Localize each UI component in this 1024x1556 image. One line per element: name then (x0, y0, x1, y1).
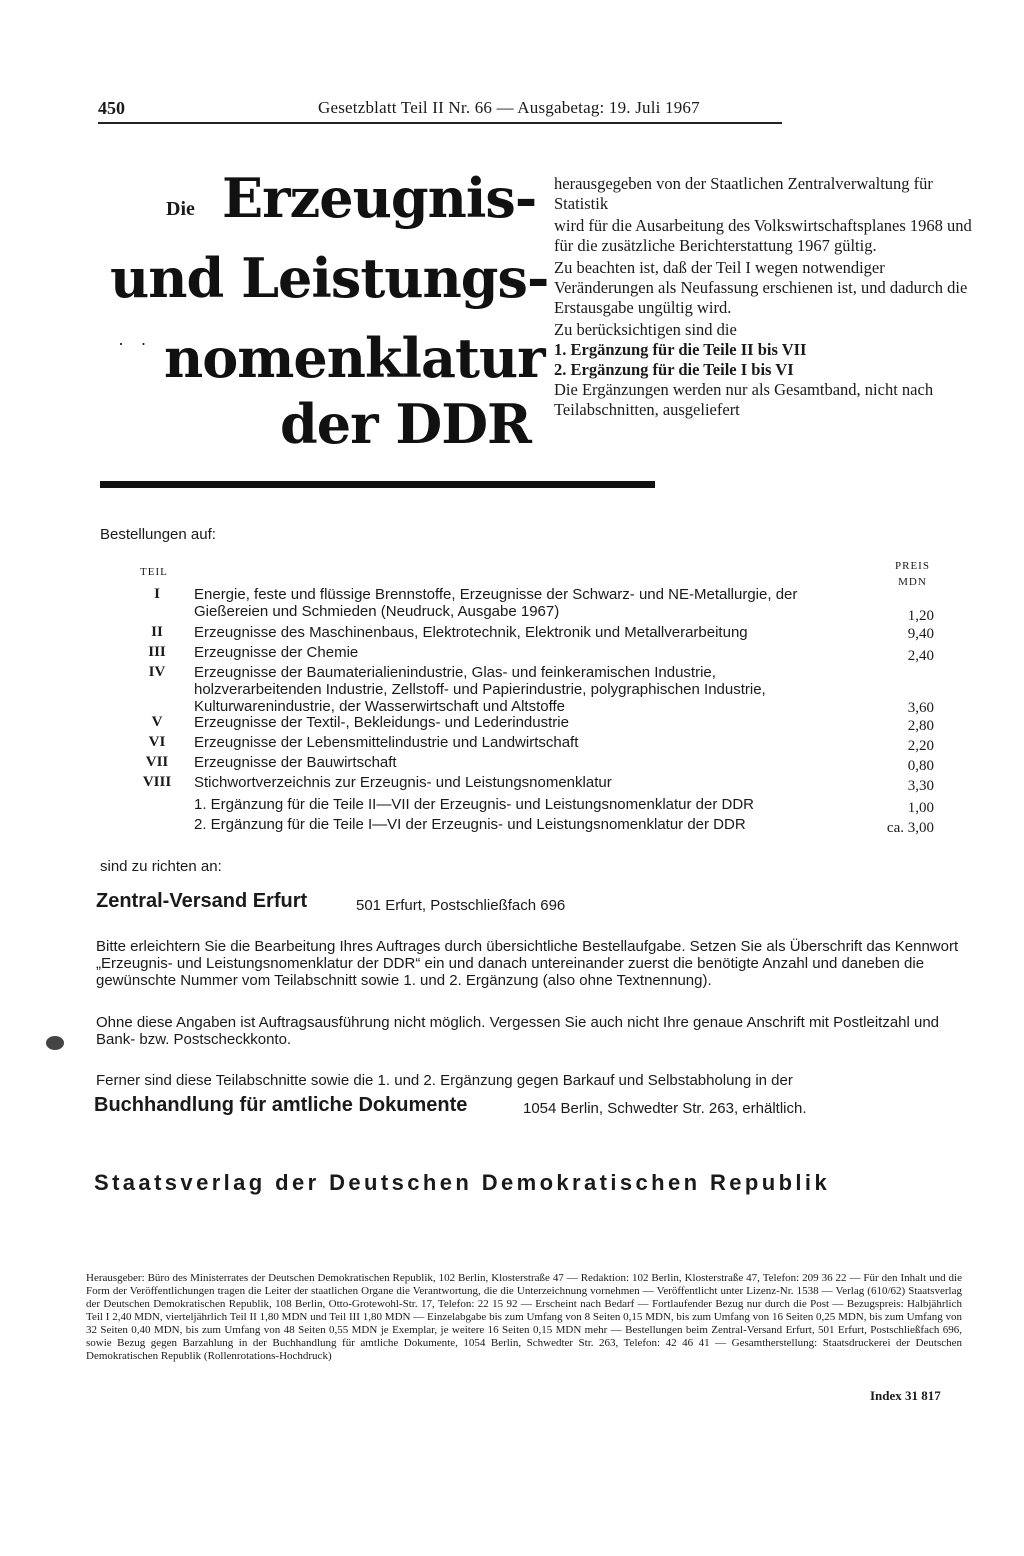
order-price: 3,60 (907, 700, 934, 716)
order-description: Erzeugnisse der Baumaterialienindustrie, Glas- und feinkeramischen Industrie, holzverarbeitenden Industrie, Zellstoff- und Papierindustrie, polygraphischen Industrie, Kulturwarenindustrie, der Wasserwirtschaft und Altstoffe (194, 664, 766, 715)
order-description: 1. Ergänzung für die Teile II—VII der Erzeugnis- und Leistungsnomenklatur der DDR (194, 796, 755, 813)
order-price: 2,40 (907, 648, 934, 664)
order-description: 2. Ergänzung für die Teile I—VI der Erzeugnis- und Leistungsnomenklatur der DDR (194, 816, 746, 833)
order-price: 2,20 (907, 738, 934, 754)
imprint-text: Herausgeber: Büro des Ministerrates der Deutschen Demokratischen Republik, 102 Berlin, Klosterstraße 47 — Redaktion: 102 Berlin, Klosterstraße 47, Telefon: 209 36 22 — Für den Inhalt und die Form der Veröffentlichungen tragen die Leiter der staatlichen Organe die Verantwortung, die die Unterzeichnung vornehmen — Veröffentlicht unter Lizenz-Nr. 1538 — Verlag (610/62) Staatsverlag der Deutschen Demokratischen Republik, 108 Berlin, Otto-Grotewohl-Str. 17, Telefon: 22 15 92 — Erscheint nach Bedarf — Fortlaufender Bezug nur durch die Post — Bezugspreis: Halbjährlich Teil I 2,40 MDN, vierteljährlich Teil II 1,80 MDN und Teil III 1,80 MDN — Einzelabgabe bis zum Umfang von 8 Seiten 0,15 MDN, bis zum Umfang von 16 Seiten 0,25 MDN, bis zum Umfang von 32 Seiten 0,40 MDN, bis zum Umfang von 48 Seiten 0,55 MDN je Exemplar, je weitere 16 Seiten 0,15 MDN mehr — Bestellungen beim Zentral-Versand Erfurt, 501 Erfurt, Postschließfach 696, sowie Bezug gegen Barzahlung in der Buchhandlung für amtliche Dokumente, 1054 Berlin, Schwedter Str. 263, Telefon: 42 46 41 — Gesamtherstellung: Staatsdruckerei der Deutschen Demokratischen Republik (Rollenrotations-Hochdruck) (86, 1272, 962, 1362)
publisher-name: Staatsverlag der Deutschen Demokratischen Republik (94, 1170, 831, 1195)
bookshop-name: Buchhandlung für amtliche Dokumente (94, 1094, 468, 1116)
order-price: 3,30 (907, 778, 934, 794)
order-price: 1,00 (907, 800, 934, 816)
order-teil: VIII (142, 774, 172, 790)
order-price: 2,80 (907, 718, 934, 734)
instructions-paragraph-2: Ohne diese Angaben ist Auftragsausführung nicht möglich. Vergessen Sie auch nicht Ihre genaue Anschrift mit Postleitzahl und Bank- bzw. Postscheckkonto. (96, 1014, 940, 1048)
order-teil: IV (148, 664, 166, 680)
order-teil: V (151, 714, 163, 730)
instructions-paragraph-1: Bitte erleichtern Sie die Bearbeitung Ihres Auftrages durch übersichtliche Bestellaufgabe. Setzen Sie als Überschrift das Kennwort „Erzeugnis- und Leistungsnomenklatur der DDR“ ein und danach untereinander zuerst die benötigte Anzahl und daneben die gewünschte Nummer vom Teilabschnitt sowie 1. und 2. Ergänzung (also ohne Textnennung). (96, 938, 959, 989)
order-description: Erzeugnisse der Chemie (194, 644, 359, 661)
section-divider (100, 481, 655, 488)
zentral-versand-address: 501 Erfurt, Postschließfach 696 (356, 897, 566, 914)
order-description: Erzeugnisse des Maschinenbaus, Elektrotechnik, Elektronik und Metallverarbeitung (194, 624, 748, 641)
intro-delivery-note: Die Ergänzungen werden nur als Gesamtband, nicht nach Teilabschnitten, ausgeliefert (554, 380, 934, 419)
column-teil: TEIL (140, 566, 168, 578)
order-teil: II (151, 624, 163, 640)
intro-column (554, 174, 972, 422)
order-price: 1,20 (907, 608, 934, 624)
intro-validity: wird für die Ausarbeitung des Volkswirtschaftsplanes 1968 und für die zusätzliche Berichterstattung 1967 gültig. (554, 216, 972, 255)
column-preis (895, 558, 930, 590)
order-teil: VI (148, 734, 166, 750)
bookshop-address: 1054 Berlin, Schwedter Str. 263, erhältlich. (523, 1100, 807, 1117)
intro-supplement-1: 1. Ergänzung für die Teile II bis VII (554, 340, 807, 359)
orders-label: Bestellungen auf: (100, 526, 216, 543)
order-teil: VII (145, 754, 169, 770)
zentral-versand-name: Zentral-Versand Erfurt (96, 890, 308, 912)
running-title: Gesetzblatt Teil II Nr. 66 — Ausgabetag: 19. Juli 1967 (318, 98, 700, 117)
send-to-label: sind zu richten an: (100, 858, 222, 875)
intro-supplements-label: Zu berücksichtigen sind die (554, 320, 737, 339)
order-description: Energie, feste und flüssige Brennstoffe, Erzeugnisse der Schwarz- und NE-Metallurgie, der Gießereien und Schmieden (Neudruck, Ausgabe 1967) (194, 586, 798, 620)
title-line-1: Erzeugnis- (222, 166, 537, 230)
order-description: Erzeugnisse der Bauwirtschaft (194, 754, 397, 771)
title-line-3: nomenklatur (164, 326, 545, 390)
title-dots: · · (118, 334, 153, 354)
order-description: Stichwortverzeichnis zur Erzeugnis- und Leistungsnomenklatur (194, 774, 612, 791)
order-description: Erzeugnisse der Lebensmittelindustrie und Landwirtschaft (194, 734, 579, 751)
title-prefix: Die (166, 198, 195, 220)
order-price: ca. 3,00 (886, 820, 934, 836)
instructions-paragraph-3: Ferner sind diese Teilabschnitte sowie die 1. und 2. Ergänzung gegen Barkauf und Selbstabholung in der (96, 1072, 793, 1089)
intro-note: Zu beachten ist, daß der Teil I wegen notwendiger Veränderungen als Neufassung erschienen ist, und dadurch die Erstausgabe ungültig wird. (554, 258, 968, 317)
title-line-4: der DDR (280, 392, 531, 456)
page-number: 450 (98, 98, 125, 118)
intro-publisher: herausgegeben von der Staatlichen Zentralverwaltung für Statistik (554, 174, 933, 213)
order-teil: III (148, 644, 166, 660)
order-teil: I (154, 586, 160, 602)
order-price: 9,40 (907, 626, 934, 642)
intro-supplement-2: 2. Ergänzung für die Teile I bis VI (554, 360, 794, 379)
header-rule (98, 122, 782, 124)
column-preis-label: PREIS (895, 560, 930, 572)
order-description: Erzeugnisse der Textil-, Bekleidungs- und Lederindustrie (194, 714, 569, 731)
order-price: 0,80 (907, 758, 934, 774)
title-line-2: und Leistungs- (110, 246, 549, 310)
column-unit-label: MDN (898, 576, 927, 588)
index-number: Index 31 817 (870, 1388, 941, 1403)
ink-stain (46, 1036, 64, 1050)
